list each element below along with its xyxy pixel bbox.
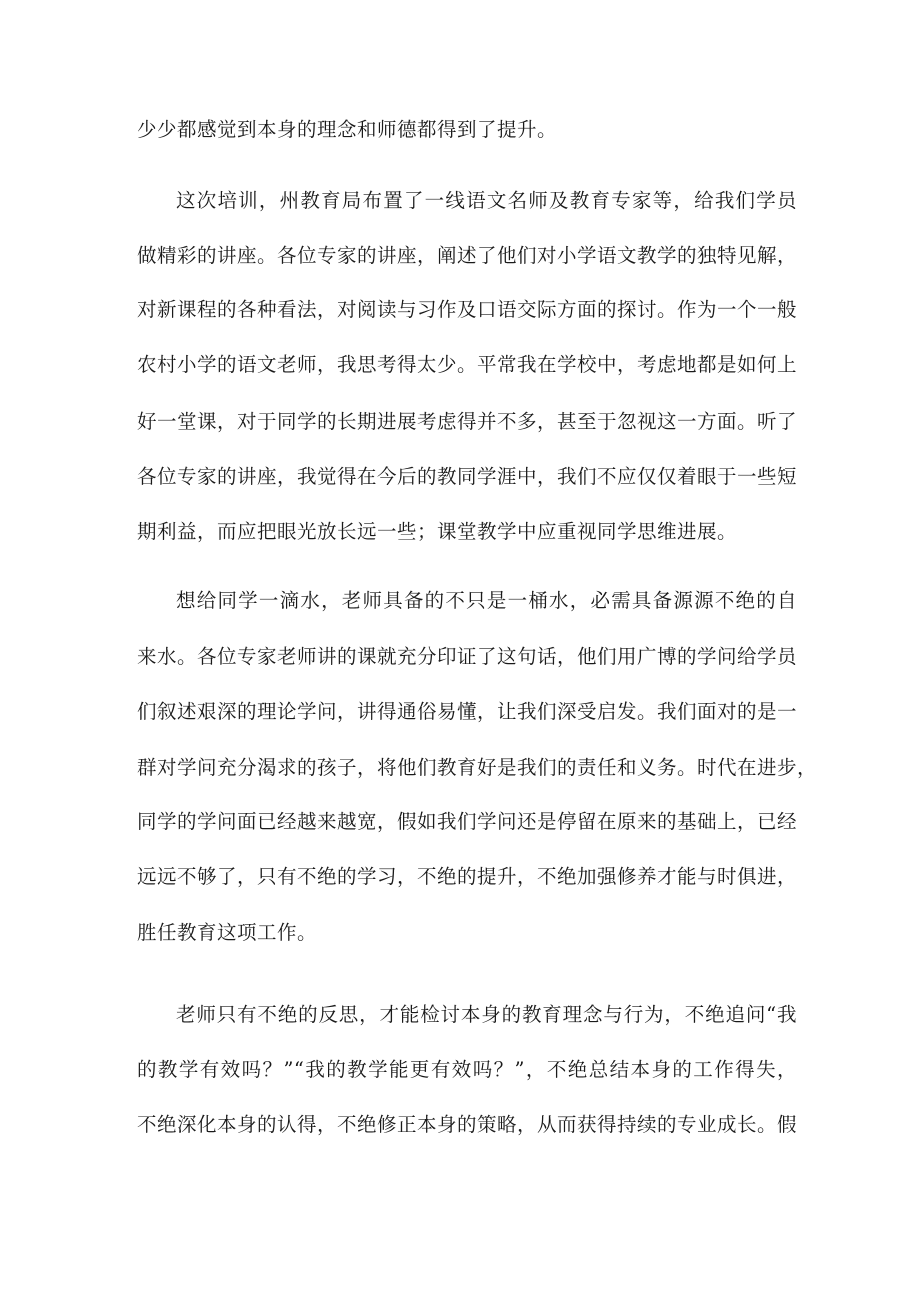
paragraph-line: 少少都感觉到本身的理念和师德都得到了提升。 bbox=[137, 118, 558, 141]
paragraph-line: 远远不够了，只有不绝的学习，不绝的提升，不绝加强修养才能与时俱进， bbox=[137, 865, 798, 888]
paragraph-line: 期利益，而应把眼光放长远一些；课堂教学中应重视同学思维进展。 bbox=[137, 520, 738, 543]
paragraph-line: 们叙述艰深的理论学问，讲得通俗易懂，让我们深受启发。我们面对的是一 bbox=[137, 700, 798, 723]
paragraph-line: 这次培训，州教育局布置了一线语文名师及教育专家等，给我们学员 bbox=[176, 189, 797, 212]
paragraph-line: 不绝深化本身的认得，不绝修正本身的策略，从而获得持续的专业成长。假 bbox=[137, 1113, 798, 1136]
paragraph-line: 好一堂课，对于同学的长期进展考虑得并不多，甚至于忽视这一方面。听了 bbox=[137, 410, 798, 433]
paragraph-line: 各位专家的讲座，我觉得在今后的教同学涯中，我们不应仅仅着眼于一些短 bbox=[137, 465, 798, 488]
paragraph-line: 胜任教育这项工作。 bbox=[137, 921, 318, 944]
paragraph-line: 农村小学的语文老师，我思考得太少。平常我在学校中，考虑地都是如何上 bbox=[137, 353, 798, 376]
paragraph-line: 的教学有效吗？”“我的教学能更有效吗？”，不绝总结本身的工作得失， bbox=[137, 1058, 797, 1081]
paragraph-line: 同学的学问面已经越来越宽，假如我们学问还是停留在原来的基础上，已经 bbox=[137, 810, 798, 833]
paragraph-line: 老师只有不绝的反思，才能检讨本身的教育理念与行为，不绝追问“我 bbox=[176, 1003, 797, 1026]
paragraph-line: 想给同学一滴水，老师具备的不只是一桶水，必需具备源源不绝的自 bbox=[176, 589, 797, 612]
paragraph-line: 做精彩的讲座。各位专家的讲座，阐述了他们对小学语文教学的独特见解， bbox=[137, 244, 798, 267]
paragraph-line: 对新课程的各种看法，对阅读与习作及口语交际方面的探讨。作为一个一般 bbox=[137, 298, 798, 321]
paragraph-line: 群对学问充分渴求的孩子，将他们教育好是我们的责任和义务。时代在进步， bbox=[137, 756, 818, 779]
paragraph-line: 来水。各位专家老师讲的课就充分印证了这句话，他们用广博的学问给学员 bbox=[137, 645, 798, 668]
